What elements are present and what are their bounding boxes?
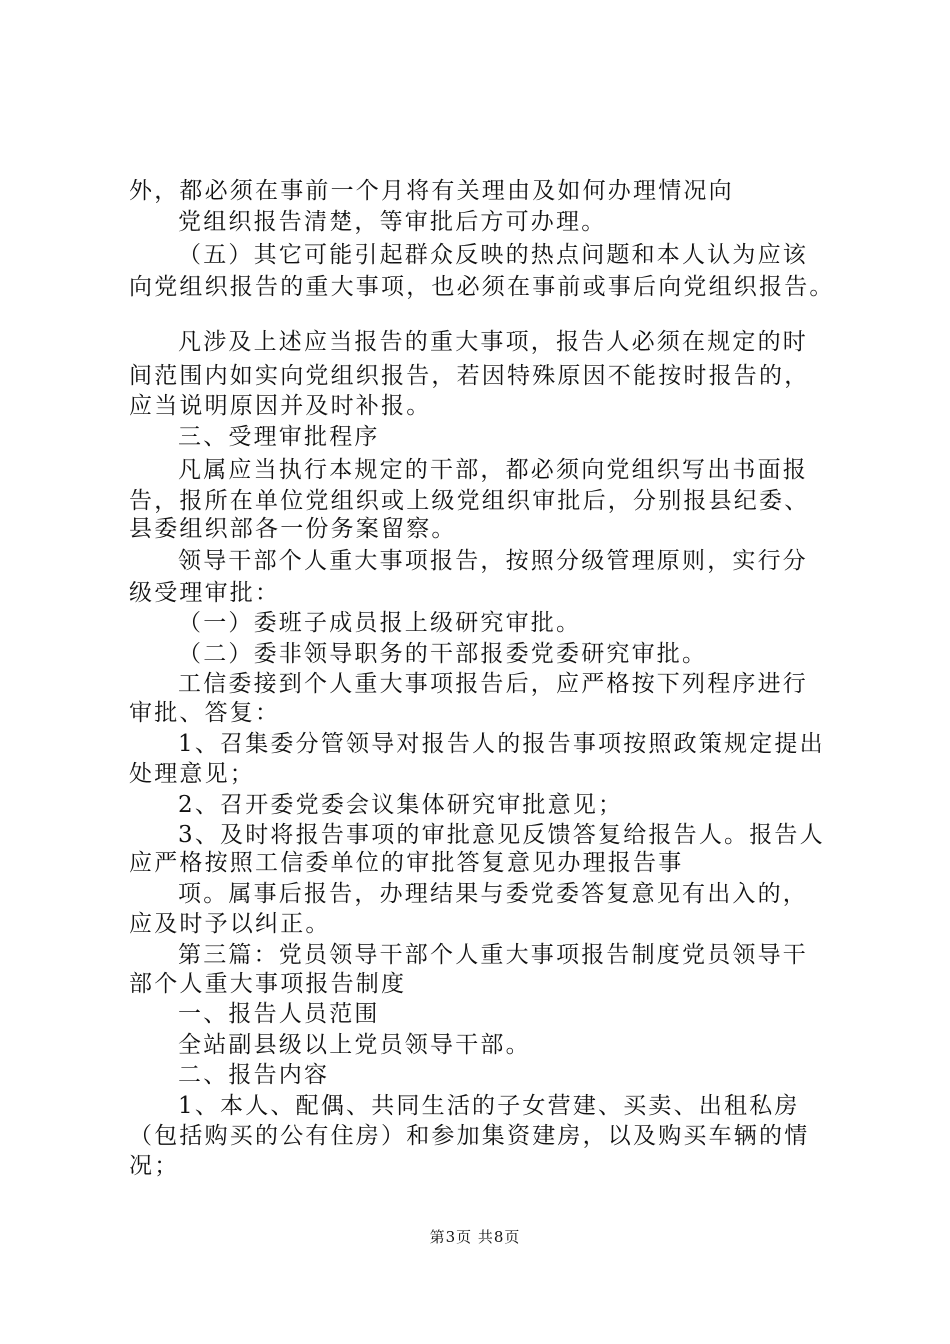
chapter-heading: 部个人重大事项报告制度 [129, 971, 407, 997]
section-heading: 三、受理审批程序 [178, 424, 380, 450]
paragraph-line: 况； [129, 1153, 180, 1179]
paragraph-line: 应严格按照工信委单位的审批答复意见办理报告事 [129, 850, 684, 876]
paragraph-line: 应当说明原因并及时补报。 [129, 393, 432, 419]
paragraph-line: 1、本人、配偶、共同生活的子女营建、买卖、出租私房 [178, 1093, 800, 1119]
paragraph-line: （一）委班子成员报上级研究审批。 [178, 610, 582, 636]
paragraph-line: （包括购买的公有住房）和参加集资建房，以及购买车辆的情 [129, 1123, 810, 1149]
paragraph-line: 处理意见； [129, 761, 255, 787]
paragraph-line: 全站副县级以上党员领导干部。 [178, 1032, 531, 1058]
paragraph-line: 3、及时将报告事项的审批意见反馈答复给报告人。报告人 [178, 822, 825, 848]
paragraph-line: 应及时予以纠正。 [129, 911, 331, 937]
section-heading: 一、报告人员范围 [178, 1001, 380, 1027]
paragraph-line: 2、召开委党委会议集体研究审批意见； [178, 792, 624, 818]
paragraph-line: 领导干部个人重大事项报告，按照分级管理原则，实行分 [178, 548, 808, 574]
paragraph-line: 工信委接到个人重大事项报告后，应严格按下列程序进行 [178, 671, 808, 697]
paragraph-line: 审批、答复： [129, 700, 281, 726]
paragraph-line: 项。属事后报告，办理结果与委党委答复意见有出入的， [178, 881, 808, 907]
paragraph-line: 间范围内如实向党组织报告，若因特殊原因不能按时报告的， [129, 363, 810, 389]
paragraph-line: 1、召集委分管领导对报告人的报告事项按照政策规定提出 [178, 731, 825, 757]
paragraph-line: 向党组织报告的重大事项，也必须在事前或事后向党组织报告。 [129, 274, 835, 300]
paragraph-line: （五）其它可能引起群众反映的热点问题和本人认为应该 [178, 242, 808, 268]
chapter-heading: 第三篇：党员领导干部个人重大事项报告制度党员领导干 [178, 942, 808, 968]
paragraph-line: 外，都必须在事前一个月将有关理由及如何办理情况向 [129, 178, 734, 204]
paragraph-line: 县委组织部各一份务案留察。 [129, 516, 457, 542]
page-number-footer: 第3页 共8页 [429, 1228, 521, 1246]
paragraph-line: （二）委非领导职务的干部报委党委研究审批。 [178, 641, 708, 667]
section-heading: 二、报告内容 [178, 1062, 330, 1088]
paragraph-line: 凡属应当执行本规定的干部，都必须向党组织写出书面报 [178, 457, 808, 483]
paragraph-line: 告，报所在单位党组织或上级党组织审批后，分别报县纪委、 [129, 488, 810, 514]
paragraph-line: 凡涉及上述应当报告的重大事项，报告人必须在规定的时 [178, 329, 808, 355]
paragraph-line: 党组织报告清楚，等审批后方可办理。 [178, 209, 607, 235]
paragraph-line: 级受理审批： [129, 580, 281, 606]
